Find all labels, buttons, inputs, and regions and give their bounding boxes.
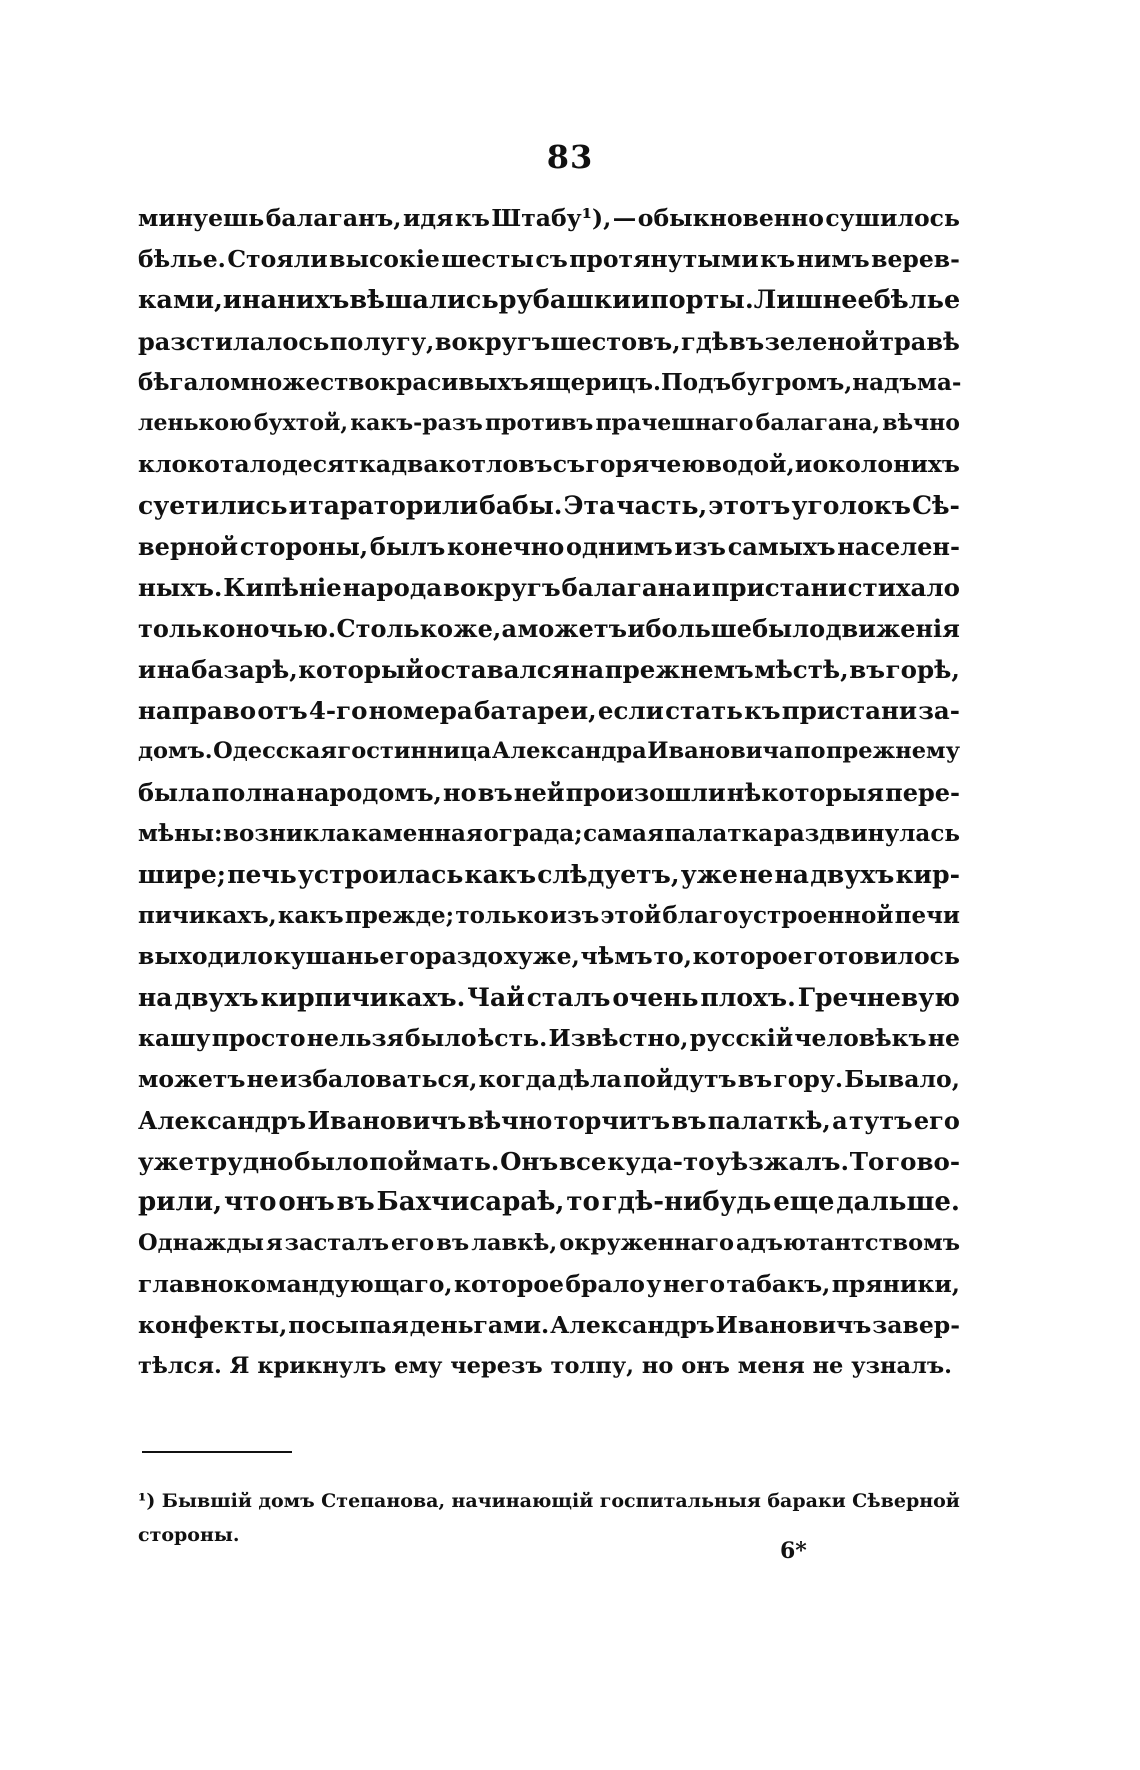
- word: толпу,: [550, 1353, 635, 1379]
- text-line: [138, 362, 960, 403]
- word: Ивановича: [647, 738, 794, 764]
- word: бараки: [767, 1490, 846, 1512]
- footnote-divider: [142, 1451, 292, 1453]
- word: уже: [680, 860, 738, 889]
- word: можетъ: [138, 1065, 246, 1093]
- word: которое: [692, 942, 803, 970]
- word: какъ-разъ: [350, 410, 483, 436]
- word: каменная: [351, 820, 483, 847]
- word: красивыхъ: [379, 369, 529, 396]
- word: палатка: [664, 820, 774, 847]
- word: дѣла: [557, 1065, 622, 1093]
- word: этой: [600, 902, 662, 929]
- word: гораздо: [395, 942, 504, 970]
- word: то: [566, 1187, 600, 1217]
- word: въ: [849, 655, 886, 684]
- word: тараторили: [308, 491, 479, 520]
- word: на: [241, 285, 277, 315]
- word: а: [501, 614, 518, 643]
- word: вокругъ: [434, 327, 551, 356]
- text-line: [138, 731, 960, 772]
- word: бѣлье: [873, 285, 961, 315]
- word: бухтой,: [253, 410, 349, 436]
- word: кир-: [895, 860, 960, 889]
- word: шестовъ,: [550, 327, 681, 356]
- page-number: 83: [546, 138, 594, 176]
- word: изъ: [549, 902, 600, 929]
- word: лавкѣ,: [471, 1230, 558, 1256]
- word: печь: [227, 860, 297, 889]
- word: который: [298, 655, 424, 684]
- word: Сѣ-: [912, 491, 960, 520]
- word: было: [752, 614, 826, 643]
- word: гдѣ-нибудь: [601, 1187, 772, 1217]
- word: не: [246, 1065, 279, 1093]
- word: конечно: [446, 532, 565, 561]
- word: конфекты,: [138, 1311, 288, 1339]
- word: былъ: [369, 532, 446, 561]
- footnote-line: [138, 1518, 960, 1552]
- word: Штабу¹),: [491, 204, 612, 232]
- word: нѣкоторыя: [726, 778, 885, 807]
- word: ма-: [917, 369, 962, 396]
- word: нихъ: [277, 285, 350, 315]
- word: высокіе: [329, 245, 440, 273]
- word: и: [631, 285, 650, 315]
- word: человѣкъ: [794, 1024, 927, 1052]
- word: зеленой: [764, 327, 879, 356]
- word: избаловаться,: [279, 1065, 478, 1093]
- word: номера: [368, 696, 473, 725]
- text-line: [138, 1018, 960, 1059]
- word: я: [265, 1230, 283, 1256]
- word: уже: [138, 1147, 195, 1176]
- word: отъ: [257, 696, 308, 725]
- word: начинающій: [451, 1490, 594, 1512]
- word: русскій: [689, 1024, 794, 1052]
- word: горѣ,: [885, 655, 960, 684]
- text-line: [138, 198, 960, 239]
- word: и: [138, 655, 157, 684]
- word: въ: [436, 1230, 470, 1256]
- word: только: [138, 614, 236, 643]
- word: стороны,: [239, 532, 369, 561]
- word: печи: [894, 902, 960, 929]
- word: торчитъ: [553, 1106, 670, 1135]
- word: ленькою: [138, 410, 252, 436]
- word: а: [832, 1106, 848, 1135]
- word: хуже,: [503, 942, 580, 970]
- word: госпитальныя: [599, 1490, 761, 1512]
- word: на: [156, 655, 191, 684]
- word: табакъ,: [726, 1270, 831, 1298]
- word: и: [288, 491, 308, 520]
- word: когда: [478, 1065, 557, 1093]
- word: лугу,: [363, 327, 435, 356]
- word: къ: [744, 696, 781, 725]
- text-line: [138, 608, 960, 649]
- word: его: [913, 1106, 960, 1135]
- word: травѣ: [879, 327, 960, 356]
- word: выходило: [138, 942, 273, 970]
- word: онъ: [681, 1353, 730, 1379]
- word: на: [774, 860, 809, 889]
- word: въ: [336, 1187, 375, 1217]
- word: То: [849, 1147, 885, 1176]
- word: Онъ: [500, 1147, 559, 1176]
- word: которое: [454, 1270, 564, 1298]
- text-line: [138, 772, 960, 813]
- word: ящерицъ.: [528, 369, 662, 396]
- word: стихало: [847, 573, 960, 602]
- word: въ: [737, 1065, 773, 1093]
- word: верев-: [871, 245, 960, 273]
- word: 4-го: [308, 696, 368, 725]
- word: Стояли: [227, 245, 328, 273]
- word: рубашки: [498, 285, 632, 315]
- word: этотъ: [708, 491, 791, 520]
- footnote-line: [138, 1484, 960, 1518]
- word: бѣлье.: [138, 245, 226, 273]
- word: котловъ: [438, 450, 553, 478]
- word: рили,: [138, 1187, 223, 1217]
- word: слѣдуетъ,: [537, 860, 680, 889]
- word: тѣлся.: [138, 1353, 222, 1379]
- word: въ: [671, 1106, 707, 1135]
- word: кирпичикахъ.: [260, 983, 466, 1012]
- word: противъ: [484, 410, 594, 436]
- word: съ: [552, 450, 586, 478]
- word: Однажды: [138, 1230, 264, 1256]
- text-line: [138, 403, 960, 444]
- word: балаганъ,: [265, 204, 402, 232]
- word: гово-: [885, 1147, 960, 1176]
- word: обыкновенно: [637, 204, 824, 232]
- word: сушилось: [825, 204, 960, 232]
- word: Сѣверной: [852, 1490, 960, 1512]
- word: крикнулъ: [257, 1353, 387, 1379]
- word: кашу: [138, 1024, 211, 1052]
- word: около: [812, 450, 894, 478]
- word: народа: [342, 573, 443, 602]
- word: самая: [583, 820, 664, 847]
- word: балагана: [561, 573, 692, 602]
- word: кушанье: [273, 942, 395, 970]
- word: на: [138, 983, 173, 1012]
- word: просто: [211, 1024, 306, 1052]
- word: чѣмъ: [580, 942, 653, 970]
- word: и: [627, 614, 646, 643]
- text-line: [138, 1059, 960, 1100]
- word: ограда;: [483, 820, 583, 847]
- text-line: [138, 1182, 960, 1223]
- word: десятка: [282, 450, 392, 478]
- text-line: [138, 485, 960, 526]
- text-line: [138, 1264, 960, 1305]
- word: Кипѣніе: [223, 573, 342, 602]
- word: стать: [665, 696, 743, 725]
- word: тутъ: [849, 1106, 913, 1135]
- word: завер-: [872, 1311, 960, 1339]
- word: дальше.: [836, 1187, 960, 1217]
- word: однимъ: [566, 532, 673, 561]
- word: куда-то: [607, 1147, 715, 1176]
- word: посыпая: [288, 1311, 409, 1339]
- word: ками,: [138, 285, 223, 315]
- word: ѣсть.: [477, 1024, 548, 1052]
- word: меня: [737, 1353, 805, 1379]
- word: за-: [918, 696, 960, 725]
- word: окруженнаго: [559, 1230, 734, 1256]
- word: было: [294, 1147, 369, 1176]
- word: пристани: [711, 573, 847, 602]
- text-line: [138, 444, 960, 485]
- text-line: [138, 977, 960, 1018]
- word: часть,: [616, 491, 708, 520]
- word: —: [612, 204, 637, 232]
- word: горячею: [585, 450, 706, 478]
- word: же,: [453, 614, 502, 643]
- word: Ивановичъ: [715, 1311, 872, 1339]
- word: трудно: [194, 1147, 294, 1176]
- word: Бывшій: [161, 1490, 252, 1512]
- word: ней: [513, 778, 565, 807]
- word: порты.: [650, 285, 754, 315]
- word: съ: [535, 245, 568, 273]
- word: на: [570, 655, 605, 684]
- word: но: [443, 778, 477, 807]
- text-line: [138, 280, 960, 321]
- word: верной: [138, 532, 239, 561]
- word: возникла: [223, 820, 351, 847]
- word: Лишнее: [753, 285, 874, 315]
- text-line: [138, 1305, 960, 1346]
- word: оставался: [424, 655, 570, 684]
- text-line: [138, 1100, 960, 1141]
- word: разстилалось: [138, 327, 330, 356]
- word: пичикахъ,: [138, 902, 277, 929]
- printer-signature-mark: 6*: [780, 1538, 807, 1564]
- word: какъ: [464, 860, 536, 889]
- word: была: [138, 778, 211, 807]
- word: очень: [612, 983, 699, 1012]
- word: нимъ: [796, 245, 870, 273]
- word: Я: [229, 1353, 250, 1379]
- word: ¹): [138, 1490, 156, 1512]
- word: не: [739, 860, 774, 889]
- word: можетъ: [517, 614, 628, 643]
- word: гору.: [773, 1065, 844, 1093]
- word: двухъ: [174, 983, 259, 1012]
- word: Столько: [336, 614, 454, 643]
- word: уголокъ: [791, 491, 911, 520]
- word: идя: [402, 204, 454, 232]
- word: все: [558, 1147, 607, 1176]
- word: палаткѣ,: [707, 1106, 831, 1135]
- text-line: [138, 936, 960, 977]
- word: прежнему: [826, 738, 960, 764]
- footnote: [138, 1484, 960, 1552]
- word: минуешь: [138, 204, 265, 232]
- word: гостинница: [337, 738, 492, 764]
- word: шесты: [441, 245, 534, 273]
- word: вокругъ: [442, 573, 561, 602]
- word: населен-: [837, 532, 960, 561]
- word: деньгами.: [409, 1311, 550, 1339]
- word: ночью.: [235, 614, 337, 643]
- word: двухъ: [810, 860, 895, 889]
- word: нельзя: [306, 1024, 404, 1052]
- word: благоустроенной: [662, 902, 894, 929]
- text-line: [138, 854, 960, 895]
- text-line: [138, 1223, 960, 1264]
- word: шире;: [138, 860, 227, 889]
- word: Александръ: [138, 1106, 306, 1135]
- word: черезъ: [450, 1353, 543, 1379]
- word: клокотало: [138, 450, 282, 478]
- word: адъютантствомъ: [736, 1230, 960, 1256]
- word: Степанова,: [321, 1490, 446, 1512]
- word: по: [794, 738, 826, 764]
- word: какъ: [277, 902, 344, 929]
- word: нихъ: [893, 450, 960, 478]
- word: и: [794, 450, 813, 478]
- word: узналъ.: [851, 1353, 953, 1379]
- word: то,: [653, 942, 692, 970]
- word: не: [927, 1024, 960, 1052]
- word: бугромъ,: [731, 369, 853, 396]
- word: надъ: [852, 369, 918, 396]
- word: народомъ,: [296, 778, 442, 807]
- word: прежнемъ: [604, 655, 754, 684]
- word: поймать.: [369, 1147, 500, 1176]
- word: множество: [230, 369, 380, 396]
- word: движенія: [825, 614, 960, 643]
- word: по: [329, 327, 364, 356]
- word: засталъ: [284, 1230, 389, 1256]
- word: Гречневую: [797, 983, 960, 1012]
- word: произошли: [565, 778, 726, 807]
- word: бабы.: [479, 491, 563, 520]
- word: протянутыми: [569, 245, 759, 273]
- word: вѣшались: [349, 285, 499, 315]
- word: Подъ: [661, 369, 732, 396]
- word: домъ.: [138, 738, 213, 764]
- text-line: [138, 690, 960, 731]
- word: прежде;: [344, 902, 455, 929]
- word: плохъ.: [700, 983, 796, 1012]
- word: Бахчисараѣ,: [376, 1187, 565, 1217]
- word: пристани: [781, 696, 918, 725]
- word: домъ: [258, 1490, 315, 1512]
- word: и: [222, 285, 242, 315]
- body-text: [138, 198, 960, 1387]
- word: что: [224, 1187, 277, 1217]
- word: еще: [773, 1187, 835, 1217]
- word: Извѣстно,: [548, 1024, 689, 1052]
- word: базарѣ,: [191, 655, 298, 684]
- word: было: [405, 1024, 477, 1052]
- word: мѣны:: [138, 820, 223, 847]
- word: ныхъ.: [138, 573, 223, 602]
- word: Чай: [467, 983, 525, 1012]
- text-line: [138, 321, 960, 362]
- word: Эта: [563, 491, 616, 520]
- word: только: [455, 902, 549, 929]
- word: его: [391, 1230, 435, 1256]
- word: главнокомандующаго,: [138, 1270, 453, 1298]
- word: раздвинулась: [773, 820, 960, 847]
- word: больше: [645, 614, 752, 643]
- word: устроилась: [297, 860, 464, 889]
- word: прачешнаго: [595, 410, 754, 436]
- word: сталъ: [526, 983, 611, 1012]
- text-line: [138, 239, 960, 280]
- word: ему: [394, 1353, 443, 1379]
- word: него: [662, 1270, 726, 1298]
- word: къ: [454, 204, 490, 232]
- word: Ивановичъ: [307, 1106, 467, 1135]
- word: и: [692, 573, 711, 602]
- word: въ: [477, 778, 513, 807]
- word: вѣчно: [467, 1106, 553, 1135]
- word: суетились: [138, 491, 288, 520]
- word: пойдутъ: [622, 1065, 737, 1093]
- word: уѣзжалъ.: [715, 1147, 850, 1176]
- word: Александръ: [550, 1311, 715, 1339]
- word: готовилось: [803, 942, 960, 970]
- word: гдѣ: [681, 327, 729, 356]
- text-line: [138, 526, 960, 567]
- text-line: [138, 1346, 960, 1387]
- word: бѣгало: [138, 369, 231, 396]
- word: къ: [760, 245, 796, 273]
- word: батареи,: [474, 696, 597, 725]
- word: водой,: [705, 450, 795, 478]
- word: Александра: [491, 738, 647, 764]
- word: если: [597, 696, 664, 725]
- word: вѣчно: [882, 410, 960, 436]
- text-line: [138, 567, 960, 608]
- word: самыхъ: [727, 532, 836, 561]
- word: полна: [211, 778, 296, 807]
- word: балагана,: [755, 410, 881, 436]
- word: два: [391, 450, 439, 478]
- word: изъ: [674, 532, 726, 561]
- text-line: [138, 1141, 960, 1182]
- text-line: [138, 895, 960, 936]
- word: Бывало,: [844, 1065, 960, 1093]
- word: стороны.: [138, 1524, 240, 1546]
- text-line: [138, 649, 960, 690]
- word: не: [812, 1353, 844, 1379]
- word: направо: [138, 696, 257, 725]
- word: мѣстѣ,: [754, 655, 849, 684]
- word: Одесская: [213, 738, 337, 764]
- word: пере-: [885, 778, 960, 807]
- word: онъ: [278, 1187, 335, 1217]
- word: пряники,: [831, 1270, 960, 1298]
- text-line: [138, 813, 960, 854]
- word: брало: [565, 1270, 645, 1298]
- word: у: [646, 1270, 662, 1298]
- word: но: [641, 1353, 674, 1379]
- word: въ: [729, 327, 765, 356]
